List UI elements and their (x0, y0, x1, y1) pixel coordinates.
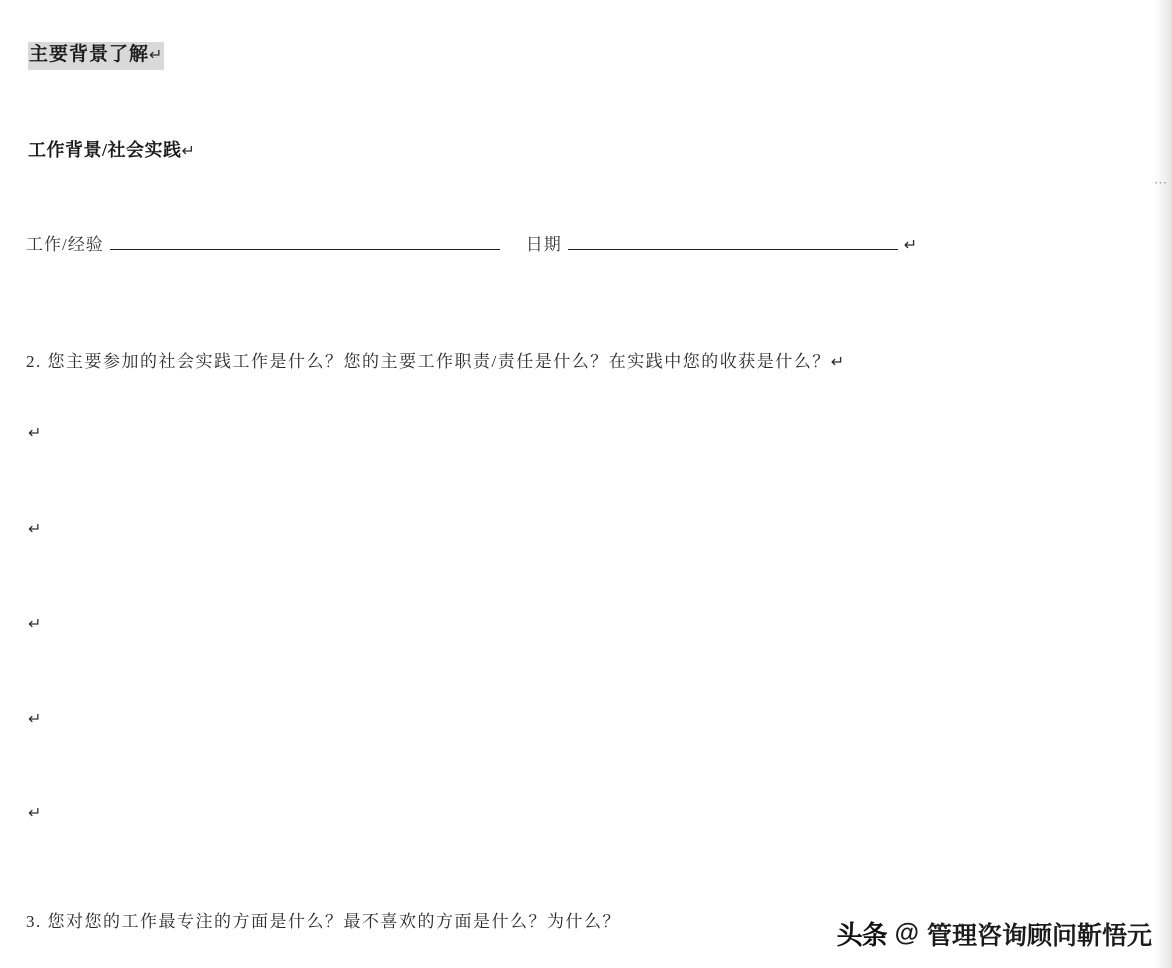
page-fold-icon: ⋯ (1154, 175, 1168, 190)
work-experience-field-row (26, 234, 1026, 257)
question-3-text: 3. 您对您的工作最专注的方面是什么？最不喜欢的方面是什么？为什么？ (26, 912, 621, 931)
question-2 (26, 350, 846, 374)
watermark-account-name: 管理咨询顾问靳悟元 (926, 921, 1152, 950)
heading-text: 主要背景了解 (29, 44, 150, 65)
work-field-blank[interactable] (110, 235, 500, 250)
watermark (837, 915, 1152, 952)
question-3 (26, 910, 621, 934)
paragraph-mark-icon: ↵ (830, 354, 846, 371)
date-field-blank[interactable] (568, 235, 898, 250)
paragraph-mark-icon: ↵ (149, 47, 164, 64)
question-2-text: 2. 您主要参加的社会实践工作是什么？您的主要工作职责/责任是什么？在实践中您的收获是什么？ (26, 352, 831, 371)
document-subheading (28, 140, 195, 162)
work-field-label: 工作/经验 (26, 235, 104, 254)
paragraph-mark-icon: ↵ (28, 805, 42, 822)
paragraph-mark-icon: ↵ (181, 143, 196, 160)
date-field-label: 日期 (525, 235, 562, 254)
paragraph-mark-icon: ↵ (28, 521, 42, 538)
document-heading (28, 42, 164, 70)
toutiao-logo-icon: 头条 (836, 920, 887, 950)
paragraph-mark-icon: ↵ (28, 425, 42, 442)
paragraph-mark-icon: ↵ (28, 616, 42, 633)
subheading-text: 工作背景/社会实践 (28, 140, 182, 160)
at-icon: @ (894, 919, 919, 947)
paragraph-mark-icon: ↵ (28, 711, 42, 728)
page-edge (1154, 0, 1172, 968)
paragraph-mark-icon: ↵ (903, 237, 919, 254)
